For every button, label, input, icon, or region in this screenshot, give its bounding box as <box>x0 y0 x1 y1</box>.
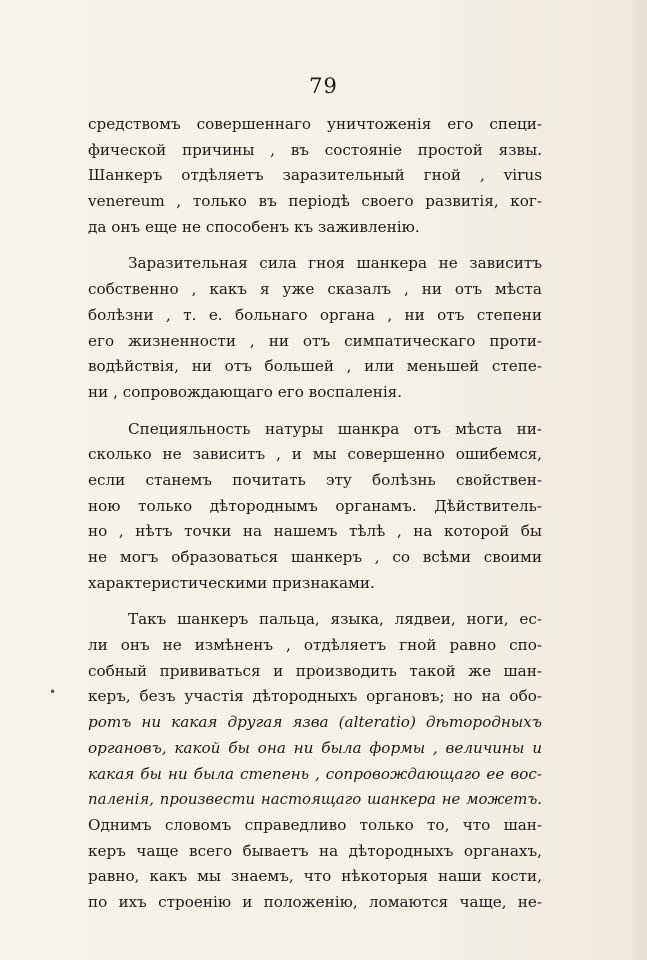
paragraph-2 <box>88 251 542 405</box>
margin-mark: • <box>49 685 57 699</box>
text-line: равно, какъ мы знаемъ, что нѣкоторыя наши кости, <box>88 867 542 886</box>
page-body-text <box>88 112 542 927</box>
text-line: паленія, произвести настоящаго шанкера не можетъ. <box>88 790 542 809</box>
text-line: Однимъ словомъ справедливо только то, что шан- <box>88 815 542 834</box>
text-line: ни , сопровождающаго его воспаленія. <box>88 382 403 401</box>
text-line: собный прививаться и производить такой же шан- <box>88 661 542 680</box>
text-line: но , нѣтъ точки на нашемъ тѣлѣ , на которой бы <box>88 522 542 541</box>
text-line: сколько не зависитъ , и мы совершенно ошибемся, <box>88 445 542 464</box>
paragraph-3 <box>88 417 542 597</box>
text-line: его жизненности , ни отъ симпатическаго проти- <box>88 331 542 350</box>
paragraph-4 <box>88 607 542 915</box>
text-line: ли онъ не измѣненъ , отдѣляетъ гной равно спо- <box>88 636 542 655</box>
text-line: керъ, безъ участія дѣтородныхъ органовъ; но на обо- <box>88 687 542 706</box>
text-line: органовъ, какой бы она ни была формы , величины и <box>88 738 542 757</box>
text-line: Такъ шанкеръ пальца, языка, лядвеи, ноги, ес- <box>128 610 542 629</box>
text-line: если станемъ почитать эту болѣзнь свойствен- <box>88 470 542 489</box>
page-edge-shadow <box>629 0 647 960</box>
text-line: какая бы ни была степень , сопровождающаго ее вос- <box>88 764 542 783</box>
text-line: Специяльность натуры шанкра отъ мѣста ни- <box>128 419 542 438</box>
text-line: водѣйствія, ни отъ большей , или меньшей степе- <box>88 357 542 376</box>
text-line: venereum , только въ періодѣ своего развитія, ког- <box>88 192 542 211</box>
text-line: да онъ еще не способенъ къ заживленію. <box>88 217 420 236</box>
text-line: ною только дѣтороднымъ органамъ. Дѣйствитель- <box>88 496 542 515</box>
paragraph-1 <box>88 112 542 240</box>
text-line: болѣзни , т. е. больнаго органа , ни отъ степени <box>88 305 542 324</box>
text-line: ротъ ни какая другая язва (alteratio) дѣтородныхъ <box>88 713 542 732</box>
text-line: средствомъ совершеннаго уничтоженія его специ- <box>88 115 542 133</box>
text-line: фической причины , въ состояніе простой язвы. <box>88 140 542 159</box>
text-line: Шанкеръ отдѣляетъ заразительный гной , virus <box>88 166 542 185</box>
text-line: керъ чаще всего бываетъ на дѣтородныхъ органахъ, <box>88 841 542 860</box>
text-line: по ихъ строенію и положенію, ломаются чаще, не- <box>88 892 542 911</box>
text-line: не могъ образоваться шанкеръ , со всѣми своими <box>88 548 542 566</box>
page-number: 79 <box>309 74 338 98</box>
text-line: характеристическими признаками. <box>88 573 375 592</box>
text-line: Заразительная сила гноя шанкера не зависитъ <box>128 254 542 273</box>
text-line: собственно , какъ я уже сказалъ , ни отъ мѣста <box>88 280 542 299</box>
